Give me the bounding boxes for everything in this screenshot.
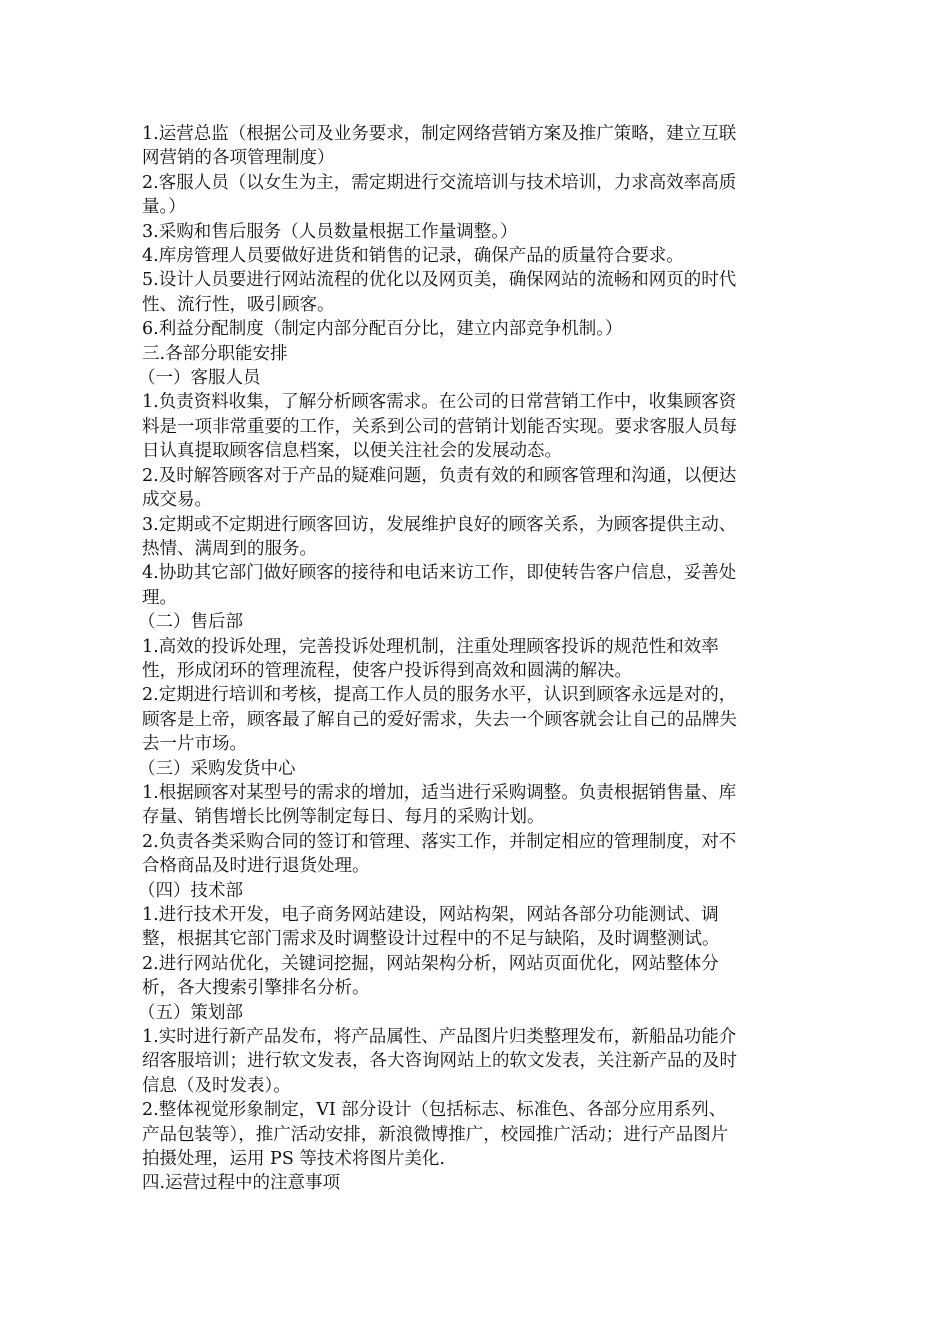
text-line: （四）技术部 [138,880,243,901]
text-line: 性，形成闭环的管理流程，使客户投诉得到高效和圆满的解决。 [142,660,632,681]
text-line: 2.及时解答顾客对于产品的疑难问题，负责有效的和顾客管理和沟通，以便达 [142,465,737,486]
text-line: 绍客服培训；进行软文发表，各大咨询网站上的软文发表，关注新产品的及时 [142,1051,737,1072]
text-line: 4.库房管理人员要做好进货和销售的记录，确保产品的质量符合要求。 [142,246,684,267]
text-line: 2.定期进行培训和考核，提高工作人员的服务水平，认识到顾客永远是对的， [142,685,737,706]
text-line: 拍摄处理，运用 PS 等技术将图片美化. [142,1149,445,1170]
text-line: 日认真提取顾客信息档案，以便关注社会的发展动态。 [142,441,562,462]
text-line: 3.定期或不定期进行顾客回访，发展维护良好的顾客关系，为顾客提供主动、 [142,514,737,535]
text-line: 2.客服人员（以女生为主，需定期进行交流培训与技术培训，力求高效率高质 [142,172,737,193]
text-line: 料是一项非常重要的工作，关系到公司的营销计划能否实现。要求客服人员每 [142,416,737,437]
text-line: 四.运营过程中的注意事项 [142,1173,341,1194]
text-line: （二）售后部 [138,612,243,633]
text-line: 1.根据顾客对某型号的需求的增加，适当进行采购调整。负责根据销售量、库 [142,782,737,803]
text-line: 2.进行网站优化，关键词挖掘，网站架构分析，网站页面优化，网站整体分 [142,953,719,974]
text-line: 信息（及时发表）。 [142,1075,291,1096]
text-line: 2.整体视觉形象制定，VI 部分设计（包括标志、标准色、各部分应用系列、 [142,1100,727,1121]
text-line: 网营销的各项管理制度） [142,148,335,169]
text-line: 1.进行技术开发，电子商务网站建设，网站构架，网站各部分功能测试、调 [142,905,719,925]
text-line: 1.负责资料收集，了解分析顾客需求。在公司的日常营销工作中，收集顾客资 [142,392,737,413]
text-line: 6.利益分配制度（制定内部分配百分比，建立内部竞争机制。） [142,319,623,340]
text-line: 5.设计人员要进行网站流程的优化以及网页美，确保网站的流畅和网页的时代 [142,270,737,291]
text-line: 去一片市场。 [142,734,247,755]
text-line: 2.负责各类采购合同的签订和管理、落实工作，并制定相应的管理制度，对不 [142,831,737,852]
text-line: 产品包装等），推广活动安排，新浪微博推广，校园推广活动；进行产品图片 [142,1124,729,1145]
text-line: 量。） [142,197,186,218]
text-line: 成交易。 [142,490,212,511]
text-line: 1.高效的投诉处理，完善投诉处理机制，注重处理顾客投诉的规范性和效率 [142,636,719,657]
text-line: 理。 [142,587,177,608]
text-line: 1.运营总监（根据公司及业务要求，制定网络营销方案及推广策略，建立互联 [142,124,737,144]
text-line: 3.采购和售后服务（人员数量根据工作量调整。） [142,221,518,242]
text-line: 析，各大搜索引擎排名分析。 [142,978,370,999]
text-line: 4.协助其它部门做好顾客的接待和电话来访工作，即使转告客户信息，妥善处 [142,563,737,584]
text-line: 1.实时进行新产品发布，将产品属性、产品图片归类整理发布，新船品功能介 [142,1027,737,1048]
text-line: 性、流行性，吸引顾客。 [142,294,335,315]
text-line: （一）客服人员 [138,368,261,389]
text-line: 存量、销售增长比例等制定每日、每月的采购计划。 [142,807,545,828]
text-line: 合格商品及时进行退货处理。 [142,856,370,877]
document-body [138,122,814,1196]
text-line: 顾客是上帝，顾客最了解自己的爱好需求，失去一个顾客就会让自己的品牌失 [142,709,737,730]
text-line: （三）采购发货中心 [138,758,296,779]
text-line: 热情、满周到的服务。 [142,538,317,559]
text-line: （五）策划部 [138,1002,243,1023]
text-line: 三.各部分职能安排 [142,343,288,364]
text-line: 整，根据其它部门需求及时调整设计过程中的不足与缺陷，及时调整测试。 [142,929,720,950]
